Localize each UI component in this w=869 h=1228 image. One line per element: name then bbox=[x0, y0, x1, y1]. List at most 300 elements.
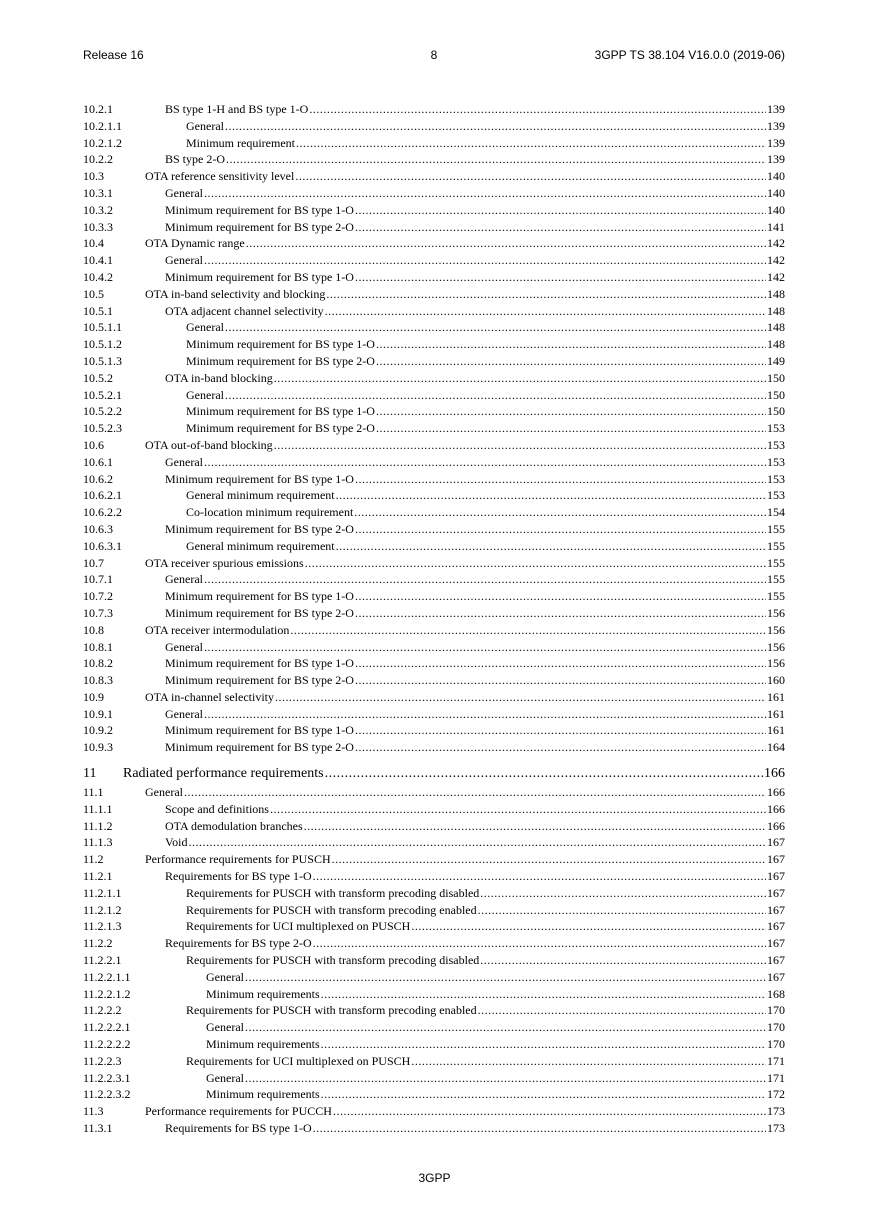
toc-entry[interactable] bbox=[83, 1070, 785, 1087]
toc-entry-line bbox=[145, 851, 785, 868]
toc-entry-line bbox=[186, 420, 785, 437]
toc-dot-leader bbox=[355, 202, 766, 219]
toc-entry-number: 10.8.3 bbox=[83, 673, 113, 688]
toc-entry[interactable] bbox=[83, 336, 785, 353]
toc-entry[interactable] bbox=[83, 185, 785, 202]
toc-entry[interactable] bbox=[83, 101, 785, 118]
toc-entry[interactable] bbox=[83, 1036, 785, 1053]
toc-entry-number: 10.2.2 bbox=[83, 152, 113, 167]
toc-entry[interactable] bbox=[83, 722, 785, 739]
toc-dot-leader bbox=[355, 605, 766, 622]
toc-entry-page: 164 bbox=[767, 740, 785, 755]
toc-entry-line bbox=[165, 471, 785, 488]
toc-entry[interactable] bbox=[83, 353, 785, 370]
toc-entry-line bbox=[165, 101, 785, 118]
toc-entry-line bbox=[165, 706, 785, 723]
toc-entry-line bbox=[186, 353, 785, 370]
toc-dot-leader bbox=[411, 918, 766, 935]
toc-entry[interactable] bbox=[83, 622, 785, 639]
toc-entry[interactable] bbox=[83, 403, 785, 420]
toc-entry-title: General bbox=[165, 253, 203, 268]
toc-entry-page: 167 bbox=[767, 953, 785, 968]
toc-entry-page: 148 bbox=[767, 303, 785, 318]
toc-entry-page: 148 bbox=[767, 337, 785, 352]
toc-entry-title: Co-location minimum requirement bbox=[186, 505, 354, 520]
toc-entry-number: 11.3.1 bbox=[83, 1121, 113, 1136]
toc-entry-number: 10.2.1.2 bbox=[83, 135, 122, 150]
toc-entry[interactable] bbox=[83, 555, 785, 572]
toc-entry-page: 161 bbox=[767, 723, 785, 738]
toc-entry-line bbox=[165, 639, 785, 656]
toc-entry-title: General bbox=[206, 1070, 244, 1085]
toc-dot-leader bbox=[204, 571, 766, 588]
toc-entry-page: 170 bbox=[767, 1020, 785, 1035]
toc-dot-leader bbox=[245, 1070, 766, 1087]
toc-entry-title: Minimum requirement for BS type 2-O bbox=[165, 219, 354, 234]
toc-entry-number: 10.3.2 bbox=[83, 202, 113, 217]
toc-dot-leader bbox=[321, 1036, 766, 1053]
toc-entry-number: 11.2.2.3.2 bbox=[83, 1087, 131, 1102]
toc-dot-leader bbox=[204, 454, 766, 471]
toc-entry-page: 166 bbox=[767, 785, 785, 800]
toc-entry-number: 10.6.3.1 bbox=[83, 538, 122, 553]
toc-entry-number: 10.6.2.2 bbox=[83, 505, 122, 520]
page-number: 8 bbox=[430, 48, 438, 62]
toc-entry[interactable] bbox=[83, 269, 785, 286]
toc-dot-leader bbox=[480, 885, 766, 902]
toc-entry-number: 10.5.2.2 bbox=[83, 404, 122, 419]
toc-entry[interactable] bbox=[83, 151, 785, 168]
toc-entry-line bbox=[145, 555, 785, 572]
toc-dot-leader bbox=[225, 118, 766, 135]
toc-entry-title: OTA adjacent channel selectivity bbox=[165, 303, 324, 318]
toc-entry-title: Requirements for UCI multiplexed on PUSCH bbox=[186, 1053, 411, 1068]
toc-entry[interactable] bbox=[83, 918, 785, 935]
toc-entry-title: Requirements for PUSCH with transform precoding enabled bbox=[186, 1003, 477, 1018]
toc-entry-line bbox=[186, 885, 785, 902]
toc-entry-number: 10.5.2.1 bbox=[83, 387, 122, 402]
toc-dot-leader bbox=[321, 1086, 766, 1103]
toc-entry-title: OTA receiver intermodulation bbox=[145, 622, 290, 637]
toc-entry-page: 139 bbox=[767, 102, 785, 116]
toc-entry-title: OTA reference sensitivity level bbox=[145, 169, 295, 184]
toc-entry-number: 11.3 bbox=[83, 1104, 104, 1119]
toc-dot-leader bbox=[270, 801, 766, 818]
toc-entry[interactable] bbox=[83, 1120, 785, 1137]
toc-entry-line bbox=[145, 235, 785, 252]
toc-entry-number: 11.2.1.2 bbox=[83, 902, 122, 917]
toc-entry-number: 10.3 bbox=[83, 169, 104, 184]
toc-entry-number: 10.6.2.1 bbox=[83, 488, 122, 503]
toc-entry-page: 167 bbox=[767, 852, 785, 867]
toc-entry-title: Minimum requirement for BS type 1-O bbox=[165, 269, 354, 284]
toc-entry-line bbox=[165, 935, 785, 952]
toc-entry[interactable] bbox=[83, 969, 785, 986]
toc-entry[interactable] bbox=[83, 370, 785, 387]
toc-entry-title: General bbox=[186, 387, 224, 402]
toc-dot-leader bbox=[354, 504, 766, 521]
toc-entry-title: General minimum requirement bbox=[186, 538, 335, 553]
toc-entry-page: 148 bbox=[767, 286, 785, 301]
toc-entry-title: Minimum requirement for BS type 1-O bbox=[165, 471, 354, 486]
toc-dot-leader bbox=[204, 185, 766, 202]
toc-entry-line bbox=[186, 504, 785, 521]
toc-entry-title: OTA receiver spurious emissions bbox=[145, 555, 304, 570]
toc-entry[interactable] bbox=[83, 784, 785, 801]
toc-dot-leader bbox=[355, 655, 766, 672]
toc-entry-line bbox=[186, 1002, 785, 1019]
toc-entry-line bbox=[165, 151, 785, 168]
toc-entry[interactable] bbox=[83, 202, 785, 219]
toc-entry-line bbox=[186, 538, 785, 555]
toc-entry[interactable] bbox=[83, 286, 785, 303]
toc-entry-line bbox=[165, 739, 785, 756]
toc-entry-number: 11.1.2 bbox=[83, 818, 113, 833]
toc-entry-line bbox=[206, 1019, 785, 1036]
toc-dot-leader bbox=[204, 706, 766, 723]
toc-entry-line bbox=[186, 118, 785, 135]
toc-entry-page: 140 bbox=[767, 169, 785, 184]
toc-entry[interactable] bbox=[83, 168, 785, 185]
toc-dot-leader bbox=[325, 303, 766, 320]
toc-entry-title: OTA in-channel selectivity bbox=[145, 689, 274, 704]
toc-dot-leader bbox=[313, 935, 766, 952]
toc-dot-leader bbox=[246, 235, 766, 252]
toc-entry-number: 10.5.2.3 bbox=[83, 421, 122, 436]
toc-dot-leader bbox=[204, 252, 766, 269]
toc-entry[interactable] bbox=[83, 1002, 785, 1019]
toc-entry-page: 167 bbox=[767, 902, 785, 917]
toc-entry-page: 142 bbox=[767, 253, 785, 268]
toc-entry-title: Minimum requirements bbox=[206, 1087, 320, 1102]
toc-entry-page: 166 bbox=[764, 766, 785, 782]
toc-entry-title: Minimum requirement for BS type 1-O bbox=[186, 337, 375, 352]
toc-entry-title: Minimum requirement for BS type 2-O bbox=[186, 353, 375, 368]
toc-entry-line bbox=[123, 764, 785, 784]
toc-entry-title: General bbox=[165, 706, 203, 721]
toc-entry-page: 153 bbox=[767, 454, 785, 469]
toc-entry-page: 139 bbox=[767, 152, 785, 167]
toc-entry[interactable] bbox=[83, 571, 785, 588]
toc-entry-title: Void bbox=[165, 835, 188, 850]
toc-entry-page: 142 bbox=[767, 236, 785, 251]
toc-entry-title: Requirements for PUSCH with transform precoding enabled bbox=[186, 902, 477, 917]
toc-entry-line bbox=[186, 902, 785, 919]
toc-entry[interactable] bbox=[83, 454, 785, 471]
toc-entry-number: 11.2 bbox=[83, 852, 104, 867]
toc-entry-line bbox=[165, 655, 785, 672]
toc-entry-page: 155 bbox=[767, 589, 785, 604]
toc-dot-leader bbox=[274, 370, 766, 387]
toc-entry-line bbox=[206, 986, 785, 1003]
toc-entry-number: 10.8.1 bbox=[83, 639, 113, 654]
toc-entry-line bbox=[186, 403, 785, 420]
toc-entry[interactable] bbox=[83, 935, 785, 952]
toc-entry-page: 167 bbox=[767, 885, 785, 900]
toc-entry-number: 10.2.1.1 bbox=[83, 118, 122, 133]
toc-entry-title: Minimum requirement for BS type 1-O bbox=[165, 723, 354, 738]
toc-entry-title: Minimum requirement for BS type 1-O bbox=[186, 404, 375, 419]
toc-dot-leader bbox=[333, 1103, 766, 1120]
toc-entry-number: 11.2.2.2.1 bbox=[83, 1020, 131, 1035]
toc-entry[interactable] bbox=[83, 252, 785, 269]
toc-entry-number: 11.1.1 bbox=[83, 801, 113, 816]
toc-entry[interactable] bbox=[83, 588, 785, 605]
toc-entry-line bbox=[165, 801, 785, 818]
toc-entry[interactable] bbox=[83, 1053, 785, 1070]
toc-entry[interactable] bbox=[83, 672, 785, 689]
toc-entry-number: 11.2.2.3.1 bbox=[83, 1070, 131, 1085]
toc-entry-number: 10.9.3 bbox=[83, 740, 113, 755]
toc-entry-page: 173 bbox=[767, 1121, 785, 1136]
toc-entry[interactable] bbox=[83, 437, 785, 454]
toc-entry-number: 10.6.1 bbox=[83, 454, 113, 469]
toc-entry-number: 10.7.3 bbox=[83, 605, 113, 620]
toc-entry-title: General bbox=[186, 118, 224, 133]
toc-entry-page: 156 bbox=[767, 622, 785, 637]
toc-entry[interactable] bbox=[83, 118, 785, 135]
toc-entry-number: 10.4.2 bbox=[83, 269, 113, 284]
toc-entry-page: 167 bbox=[767, 919, 785, 934]
toc-entry-page: 170 bbox=[767, 1037, 785, 1052]
toc-entry[interactable] bbox=[83, 739, 785, 756]
toc-dot-leader bbox=[245, 1019, 766, 1036]
toc-entry-number: 10.4 bbox=[83, 236, 104, 251]
toc-entry[interactable] bbox=[83, 387, 785, 404]
toc-entry-title: Requirements for PUSCH with transform precoding disabled bbox=[186, 953, 480, 968]
toc-entry-title: General bbox=[145, 785, 183, 800]
toc-dot-leader bbox=[355, 588, 766, 605]
toc-entry[interactable] bbox=[83, 868, 785, 885]
toc-entry-number: 11.1 bbox=[83, 785, 104, 800]
toc-entry-line bbox=[145, 622, 785, 639]
toc-entry-number: 10.6.3 bbox=[83, 521, 113, 536]
toc-entry-page: 170 bbox=[767, 1003, 785, 1018]
toc-entry[interactable] bbox=[83, 135, 785, 152]
toc-entry-title: OTA out-of-band blocking bbox=[145, 437, 273, 452]
toc-entry-page: 161 bbox=[767, 689, 785, 704]
toc-entry[interactable] bbox=[83, 818, 785, 835]
toc-entry-title: General bbox=[165, 454, 203, 469]
toc-entry-line bbox=[145, 784, 785, 801]
toc-entry[interactable] bbox=[83, 851, 785, 868]
toc-entry[interactable] bbox=[83, 801, 785, 818]
toc-entry-title: Minimum requirement for BS type 2-O bbox=[165, 521, 354, 536]
toc-entry-line bbox=[165, 834, 785, 851]
toc-entry[interactable] bbox=[83, 1086, 785, 1103]
toc-entry-page: 149 bbox=[767, 353, 785, 368]
toc-dot-leader bbox=[245, 969, 766, 986]
toc-entry-line bbox=[165, 202, 785, 219]
toc-entry-number: 10.5.1.2 bbox=[83, 337, 122, 352]
toc-entry-title: OTA in-band selectivity and blocking bbox=[145, 286, 326, 301]
toc-entry-line bbox=[165, 252, 785, 269]
toc-dot-leader bbox=[296, 135, 766, 152]
toc-entry-page: 155 bbox=[767, 555, 785, 570]
toc-entry-page: 160 bbox=[767, 673, 785, 688]
toc-entry-number: 10.6.2 bbox=[83, 471, 113, 486]
toc-entry-page: 168 bbox=[767, 986, 785, 1001]
toc-dot-leader bbox=[355, 219, 766, 236]
toc-entry-line bbox=[165, 672, 785, 689]
toc-entry-number: 11.1.3 bbox=[83, 835, 113, 850]
toc-entry[interactable] bbox=[83, 952, 785, 969]
toc-entry-line bbox=[206, 1086, 785, 1103]
toc-entry-number: 11.2.2 bbox=[83, 936, 113, 951]
toc-entry[interactable] bbox=[83, 303, 785, 320]
toc-entry-title: General minimum requirement bbox=[186, 488, 335, 503]
toc-entry-page: 154 bbox=[767, 505, 785, 520]
toc-entry[interactable] bbox=[83, 471, 785, 488]
toc-dot-leader bbox=[225, 387, 766, 404]
toc-dot-leader bbox=[275, 689, 766, 706]
toc-entry[interactable] bbox=[83, 1019, 785, 1036]
toc-entry-number: 10.2.1 bbox=[83, 102, 113, 116]
toc-entry-title: Minimum requirement for BS type 1-O bbox=[165, 202, 354, 217]
toc-entry-title: General bbox=[206, 1020, 244, 1035]
toc-entry-line bbox=[165, 722, 785, 739]
toc-entry-line bbox=[165, 303, 785, 320]
toc-entry[interactable] bbox=[83, 834, 785, 851]
toc-entry[interactable] bbox=[83, 885, 785, 902]
toc-entry[interactable] bbox=[83, 420, 785, 437]
toc-entry-number: 11.2.1.1 bbox=[83, 885, 122, 900]
toc-entry-line bbox=[165, 521, 785, 538]
toc-entry-line bbox=[165, 454, 785, 471]
toc-entry-page: 139 bbox=[767, 118, 785, 133]
toc-entry-number: 11 bbox=[83, 766, 97, 782]
toc-dot-leader bbox=[295, 168, 766, 185]
toc-entry-line bbox=[145, 286, 785, 303]
toc-entry-page: 155 bbox=[767, 538, 785, 553]
toc-entry-title: BS type 2-O bbox=[165, 152, 225, 167]
toc-entry-number: 10.4.1 bbox=[83, 253, 113, 268]
toc-entry-line bbox=[165, 571, 785, 588]
toc-entry-page: 173 bbox=[767, 1104, 785, 1119]
toc-entry-line bbox=[165, 370, 785, 387]
toc-dot-leader bbox=[321, 986, 766, 1003]
toc-dot-leader bbox=[478, 1002, 766, 1019]
toc-entry[interactable] bbox=[83, 319, 785, 336]
toc-entry-title: Minimum requirement for BS type 1-O bbox=[165, 589, 354, 604]
toc-entry-title: Requirements for PUSCH with transform precoding disabled bbox=[186, 885, 480, 900]
toc-dot-leader bbox=[325, 764, 763, 784]
toc-entry-title: BS type 1-H and BS type 1-O bbox=[165, 102, 309, 116]
toc-entry[interactable] bbox=[83, 706, 785, 723]
toc-entry-line bbox=[206, 1036, 785, 1053]
toc-entry-number: 10.9.1 bbox=[83, 706, 113, 721]
toc-dot-leader bbox=[290, 622, 766, 639]
toc-entry-number: 10.7 bbox=[83, 555, 104, 570]
toc-dot-leader bbox=[226, 151, 766, 168]
toc-entry[interactable] bbox=[83, 487, 785, 504]
toc-entry-page: 167 bbox=[767, 835, 785, 850]
toc-entry[interactable] bbox=[83, 1103, 785, 1120]
toc-dot-leader bbox=[411, 1053, 766, 1070]
toc-entry-page: 166 bbox=[767, 818, 785, 833]
toc-entry-line bbox=[145, 168, 785, 185]
page-header bbox=[83, 48, 785, 64]
toc-entry-number: 10.7.2 bbox=[83, 589, 113, 604]
toc-entry-page: 167 bbox=[767, 869, 785, 884]
toc-entry-page: 153 bbox=[767, 437, 785, 452]
toc-dot-leader bbox=[309, 101, 766, 118]
toc-entry-line bbox=[206, 1070, 785, 1087]
toc-entry-line bbox=[165, 588, 785, 605]
toc-dot-leader bbox=[313, 1120, 766, 1137]
toc-entry-page: 172 bbox=[767, 1087, 785, 1102]
toc-entry-page: 156 bbox=[767, 656, 785, 671]
toc-entry-title: Requirements for BS type 1-O bbox=[165, 869, 312, 884]
toc-dot-leader bbox=[305, 555, 766, 572]
toc-entry-title: Minimum requirement for BS type 2-O bbox=[165, 605, 354, 620]
toc-entry-number: 10.6 bbox=[83, 437, 104, 452]
toc-entry-title: General bbox=[165, 639, 203, 654]
toc-entry-page: 167 bbox=[767, 936, 785, 951]
toc-entry-number: 10.9.2 bbox=[83, 723, 113, 738]
toc-entry[interactable] bbox=[83, 655, 785, 672]
toc-entry-page: 139 bbox=[767, 135, 785, 150]
toc-entry-title: General bbox=[165, 185, 203, 200]
toc-entry[interactable] bbox=[83, 521, 785, 538]
toc-entry-page: 155 bbox=[767, 572, 785, 587]
toc-dot-leader bbox=[355, 521, 766, 538]
toc-entry[interactable] bbox=[83, 504, 785, 521]
toc-entry-number: 11.2.2.1 bbox=[83, 953, 122, 968]
toc-dot-leader bbox=[480, 952, 766, 969]
toc-entry-title: General bbox=[206, 969, 244, 984]
toc-entry-line bbox=[186, 135, 785, 152]
toc-entry-number: 11.2.1.3 bbox=[83, 919, 122, 934]
toc-dot-leader bbox=[336, 487, 766, 504]
toc-entry-title: Requirements for BS type 1-O bbox=[165, 1121, 312, 1136]
toc-entry[interactable] bbox=[83, 639, 785, 656]
toc-entry-number: 10.5 bbox=[83, 286, 104, 301]
toc-entry-line bbox=[186, 952, 785, 969]
toc-entry[interactable] bbox=[83, 235, 785, 252]
toc-entry-title: OTA Dynamic range bbox=[145, 236, 245, 251]
toc-dot-leader bbox=[376, 403, 766, 420]
toc-entry-title: Minimum requirements bbox=[206, 986, 320, 1001]
toc-entry-line bbox=[145, 689, 785, 706]
toc-entry[interactable] bbox=[83, 902, 785, 919]
toc-entry-line bbox=[186, 1053, 785, 1070]
toc-entry-number: 10.5.1.1 bbox=[83, 320, 122, 335]
toc-entry-line bbox=[165, 219, 785, 236]
page-footer: 3GPP bbox=[418, 1171, 451, 1185]
toc-entry[interactable] bbox=[83, 689, 785, 706]
toc-entry-page: 161 bbox=[767, 706, 785, 721]
toc-dot-leader bbox=[313, 868, 766, 885]
toc-entry-line bbox=[186, 487, 785, 504]
toc-entry[interactable] bbox=[83, 605, 785, 622]
toc-entry-page: 156 bbox=[767, 639, 785, 654]
toc-entry-page: 141 bbox=[767, 219, 785, 234]
toc-entry-title: Minimum requirements bbox=[206, 1037, 320, 1052]
toc-entry-number: 11.2.2.2 bbox=[83, 1003, 122, 1018]
toc-entry[interactable] bbox=[83, 538, 785, 555]
toc-entry[interactable] bbox=[83, 764, 785, 784]
toc-entry-number: 11.2.2.2.2 bbox=[83, 1037, 131, 1052]
toc-entry[interactable] bbox=[83, 219, 785, 236]
toc-entry-page: 171 bbox=[767, 1053, 785, 1068]
toc-entry[interactable] bbox=[83, 986, 785, 1003]
toc-entry-title: Minimum requirement for BS type 1-O bbox=[165, 656, 354, 671]
toc-entry-line bbox=[145, 437, 785, 454]
toc-entry-line bbox=[186, 918, 785, 935]
toc-entry-title: Requirements for UCI multiplexed on PUSCH bbox=[186, 919, 411, 934]
toc-entry-page: 150 bbox=[767, 387, 785, 402]
